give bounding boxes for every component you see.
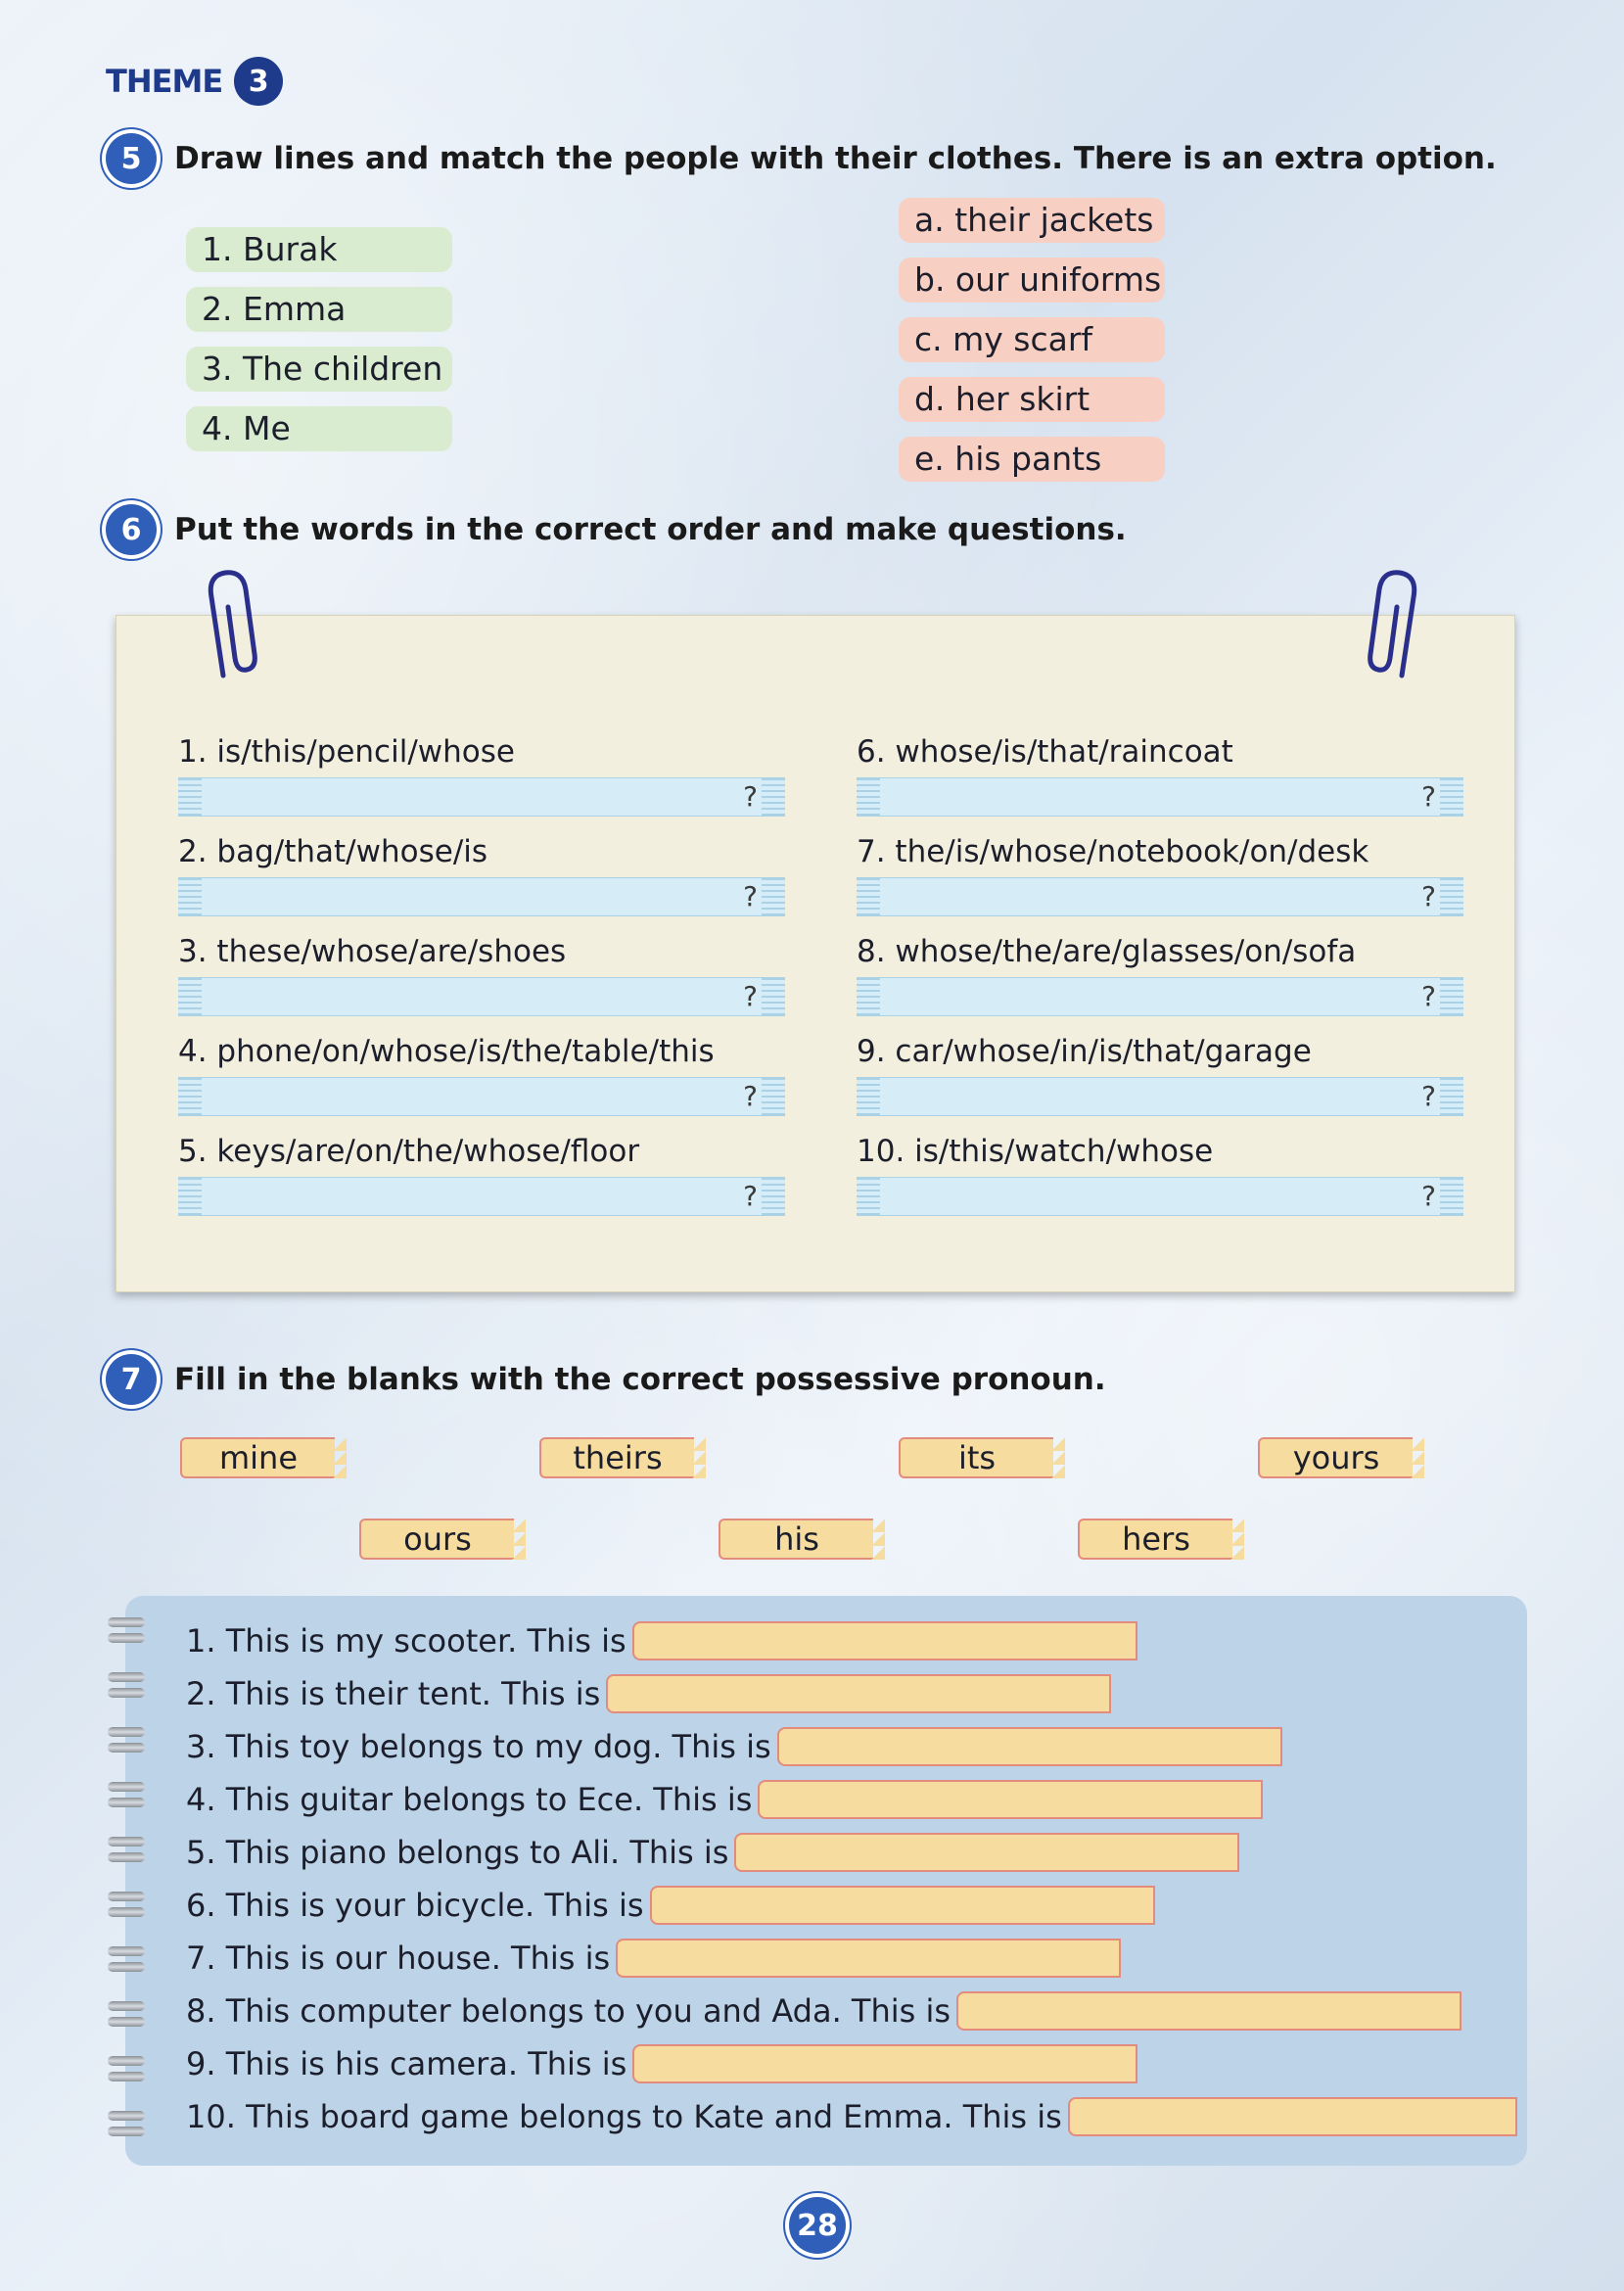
sentence-text: 3. This toy belongs to my dog. This is [186,1728,771,1765]
answer-line[interactable] [178,1077,785,1116]
ring-icon [108,1633,145,1643]
answer-blank[interactable] [777,1727,1282,1766]
question-mark: ? [743,780,758,813]
question-item [178,1034,785,1116]
person-item[interactable]: 3. The children [186,347,452,392]
word-tag-mine[interactable]: mine [180,1437,335,1478]
theme-header [106,57,283,106]
sentence-row [186,1727,1282,1766]
exercise-5-heading [106,133,1497,184]
question-words: 1. is/this/pencil/whose [178,734,515,770]
answer-line[interactable] [178,1177,785,1216]
ring-icon [108,2056,145,2066]
question-item [857,734,1463,817]
sentence-text: 6. This is your bicycle. This is [186,1887,644,1924]
sentence-text: 8. This computer belongs to you and Ada. This is [186,1992,951,2030]
clothes-item[interactable]: d. her skirt [899,377,1165,422]
ring-icon [108,1617,145,1627]
clothes-item[interactable]: a. their jackets [899,198,1165,243]
answer-line[interactable] [178,977,785,1016]
question-words: 8. whose/the/are/glasses/on/sofa [857,934,1357,969]
answer-line[interactable] [857,977,1463,1016]
people-list [186,227,452,466]
ring-icon [108,1837,145,1847]
answer-blank[interactable] [616,1939,1121,1978]
sentence-row [186,1886,1155,1925]
spiral-binding [108,1606,147,2154]
sentence-row [186,2097,1517,2136]
sentence-row [186,1780,1263,1819]
sentence-text: 1. This is my scooter. This is [186,1622,626,1660]
sentence-text: 9. This is his camera. This is [186,2045,627,2082]
question-words: 2. bag/that/whose/is [178,834,488,869]
ring-icon [108,1798,145,1807]
word-tag-yours[interactable]: yours [1258,1437,1413,1478]
exercise-7-heading [106,1354,1106,1405]
question-mark: ? [1421,1180,1436,1212]
ring-icon [108,1946,145,1956]
ring-icon [108,1962,145,1972]
ring-icon [108,1782,145,1792]
paperclip-icon [204,568,262,685]
question-mark: ? [743,980,758,1012]
ring-icon [108,1727,145,1737]
question-mark: ? [1421,980,1436,1012]
sentence-text: 4. This guitar belongs to Ece. This is [186,1781,753,1818]
exercise-5-title: Draw lines and match the people with their clothes. There is an extra option. [174,141,1497,176]
answer-blank[interactable] [956,1991,1462,2031]
question-item [857,1134,1463,1216]
ring-icon [108,1892,145,1901]
question-words: 3. these/whose/are/shoes [178,934,567,969]
answer-blank[interactable] [650,1886,1155,1925]
question-mark: ? [743,880,758,912]
sentence-text: 5. This piano belongs to Ali. This is [186,1834,729,1871]
exercise-6-number: 6 [106,504,157,555]
word-tag-hers[interactable]: hers [1078,1519,1232,1560]
sentence-text: 7. This is our house. This is [186,1940,611,1977]
question-item [857,934,1463,1016]
theme-word: THEME [106,63,223,100]
exercise-6-heading [106,504,1127,555]
ring-icon [108,2111,145,2121]
sentence-row [186,1674,1111,1713]
question-mark: ? [743,1080,758,1112]
word-tag-its[interactable]: its [899,1437,1053,1478]
word-tag-ours[interactable]: ours [359,1519,514,1560]
answer-line[interactable] [178,777,785,817]
answer-line[interactable] [857,1077,1463,1116]
ring-icon [108,1672,145,1682]
question-item [178,734,785,817]
exercise-7-title: Fill in the blanks with the correct possessive pronoun. [174,1362,1106,1397]
answer-blank[interactable] [632,1621,1137,1660]
answer-blank[interactable] [1068,2097,1517,2136]
person-item[interactable]: 1. Burak [186,227,452,272]
question-mark: ? [1421,1080,1436,1112]
clothes-item[interactable]: b. our uniforms [899,257,1165,303]
clothes-item[interactable]: c. my scarf [899,317,1165,362]
ring-icon [108,1852,145,1862]
clothes-item[interactable]: e. his pants [899,437,1165,482]
worksheet-page [10,10,1614,2281]
question-words: 5. keys/are/on/the/whose/floor [178,1134,640,1169]
ring-icon [108,2001,145,2011]
ring-icon [108,2072,145,2081]
answer-blank[interactable] [734,1833,1239,1872]
answer-blank[interactable] [758,1780,1263,1819]
answer-line[interactable] [857,777,1463,817]
question-item [178,834,785,916]
question-item [178,1134,785,1216]
question-words: 9. car/whose/in/is/that/garage [857,1034,1312,1069]
ring-icon [108,1743,145,1753]
sentence-text: 2. This is their tent. This is [186,1675,601,1712]
sentence-text: 10. This board game belongs to Kate and Emma. This is [186,2098,1062,2135]
answer-line[interactable] [178,877,785,916]
exercise-7-number: 7 [106,1354,157,1405]
sentence-row [186,1939,1121,1978]
question-mark: ? [1421,880,1436,912]
sentence-row [186,2044,1137,2083]
question-words: 10. is/this/watch/whose [857,1134,1214,1169]
word-tag-his[interactable]: his [719,1519,873,1560]
sentence-row [186,1621,1137,1660]
sentence-row [186,1833,1239,1872]
exercise-5-number: 5 [106,133,157,184]
answer-blank[interactable] [606,1674,1111,1713]
question-mark: ? [743,1180,758,1212]
question-words: 7. the/is/whose/notebook/on/desk [857,834,1369,869]
question-item [857,834,1463,916]
question-item [178,934,785,1016]
question-item [857,1034,1463,1116]
answer-line[interactable] [857,1177,1463,1216]
clothes-list [899,198,1165,496]
answer-line[interactable] [857,877,1463,916]
person-item[interactable]: 4. Me [186,406,452,451]
ring-icon [108,1688,145,1698]
question-mark: ? [1421,780,1436,813]
person-item[interactable]: 2. Emma [186,287,452,332]
ring-icon [108,2017,145,2027]
ring-icon [108,2127,145,2136]
answer-blank[interactable] [632,2044,1137,2083]
theme-number-badge: 3 [234,57,283,106]
exercise-6-title: Put the words in the correct order and make questions. [174,512,1127,547]
ring-icon [108,1907,145,1917]
page-number-badge: 28 [789,2197,846,2254]
paperclip-icon [1363,568,1421,685]
word-tag-theirs[interactable]: theirs [539,1437,694,1478]
sentence-row [186,1991,1462,2031]
question-words: 4. phone/on/whose/is/the/table/this [178,1034,715,1069]
question-words: 6. whose/is/that/raincoat [857,734,1233,770]
